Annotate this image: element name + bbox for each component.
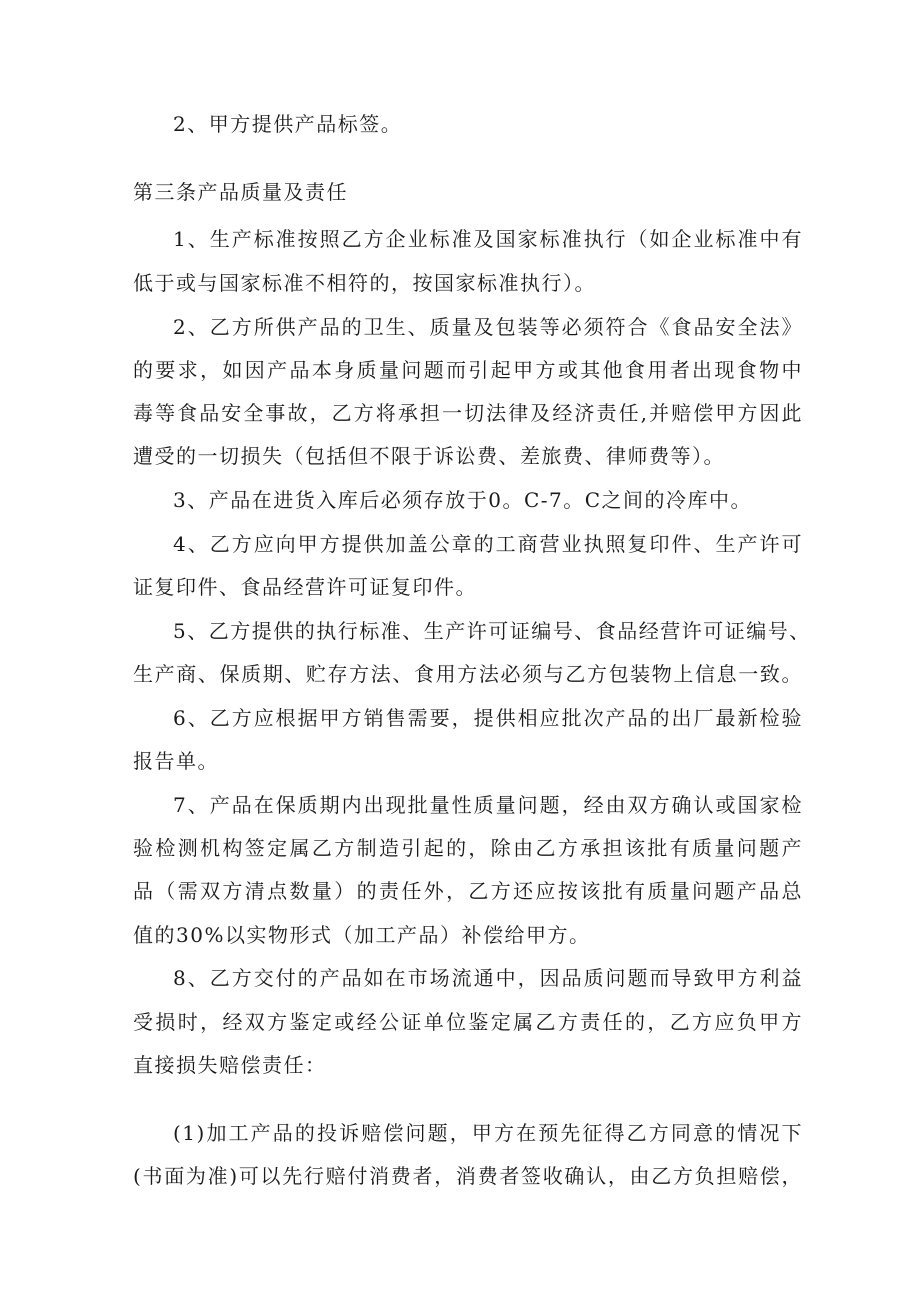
paragraph-line: (1)加工产品的投诉赔偿问题，甲方在预先征得乙方同意的情况下 bbox=[173, 1121, 803, 1145]
paragraph-line: 遭受的一切损失（包括但不限于诉讼费、差旅费、律师费等）。 bbox=[133, 444, 725, 468]
paragraph-line: 毒等食品安全事故，乙方将承担一切法律及经济责任,并赔偿甲方因此 bbox=[133, 401, 803, 425]
paragraph-line: 低于或与国家标准不相符的，按国家标准执行）。 bbox=[133, 271, 596, 295]
paragraph-line: 6、乙方应根据甲方销售需要，提供相应批次产品的出厂最新检验 bbox=[173, 706, 803, 730]
paragraph-line: 2、乙方所供产品的卫生、质量及包装等必须符合《食品安全法》 bbox=[173, 315, 803, 339]
paragraph-line: 的要求，如因产品本身质量问题而引起甲方或其他食用者出现食物中 bbox=[133, 358, 803, 382]
paragraph-line: 直接损失赔偿责任： bbox=[133, 1053, 327, 1077]
paragraph-line: 证复印件、食品经营许可证复印件。 bbox=[133, 575, 477, 599]
paragraph-line: 验检测机构签定属乙方制造引起的，除由乙方承担该批有质量问题产 bbox=[133, 836, 803, 860]
paragraph-line: 受损时，经双方鉴定或经公证单位鉴定属乙方责任的，乙方应负甲方 bbox=[133, 1010, 803, 1034]
paragraph-line: 1、生产标准按照乙方企业标准及国家标准执行（如企业标准中有 bbox=[173, 227, 803, 251]
clause-2-product-label: 2、甲方提供产品标签。 bbox=[173, 112, 403, 136]
paragraph-line: 5、乙方提供的执行标准、生产许可证编号、食品经营许可证编号、 bbox=[173, 619, 811, 643]
paragraph-line: 4、乙方应向甲方提供加盖公章的工商营业执照复印件、生产许可 bbox=[173, 532, 803, 556]
paragraph-line: 报告单。 bbox=[133, 749, 219, 773]
section-heading-article-3: 第三条产品质量及责任 bbox=[133, 180, 348, 204]
paragraph-line: 8、乙方交付的产品如在市场流通中，因品质问题而导致甲方利益 bbox=[173, 966, 803, 990]
paragraph-line: (书面为准)可以先行赔付消费者，消费者签收确认，由乙方负担赔偿， bbox=[133, 1164, 803, 1188]
paragraph-line: 值的30%以实物形式（加工产品）补偿给甲方。 bbox=[133, 923, 591, 947]
paragraph-line: 3、产品在进货入库后必须存放于0。C-7。C之间的冷库中。 bbox=[173, 488, 753, 512]
paragraph-line: 品（需双方清点数量）的责任外，乙方还应按该批有质量问题产品总 bbox=[133, 879, 803, 903]
paragraph-line: 7、产品在保质期内出现批量性质量问题，经由双方确认或国家检 bbox=[173, 793, 803, 817]
paragraph-line: 生产商、保质期、贮存方法、食用方法必须与乙方包装物上信息一致。 bbox=[133, 662, 803, 686]
